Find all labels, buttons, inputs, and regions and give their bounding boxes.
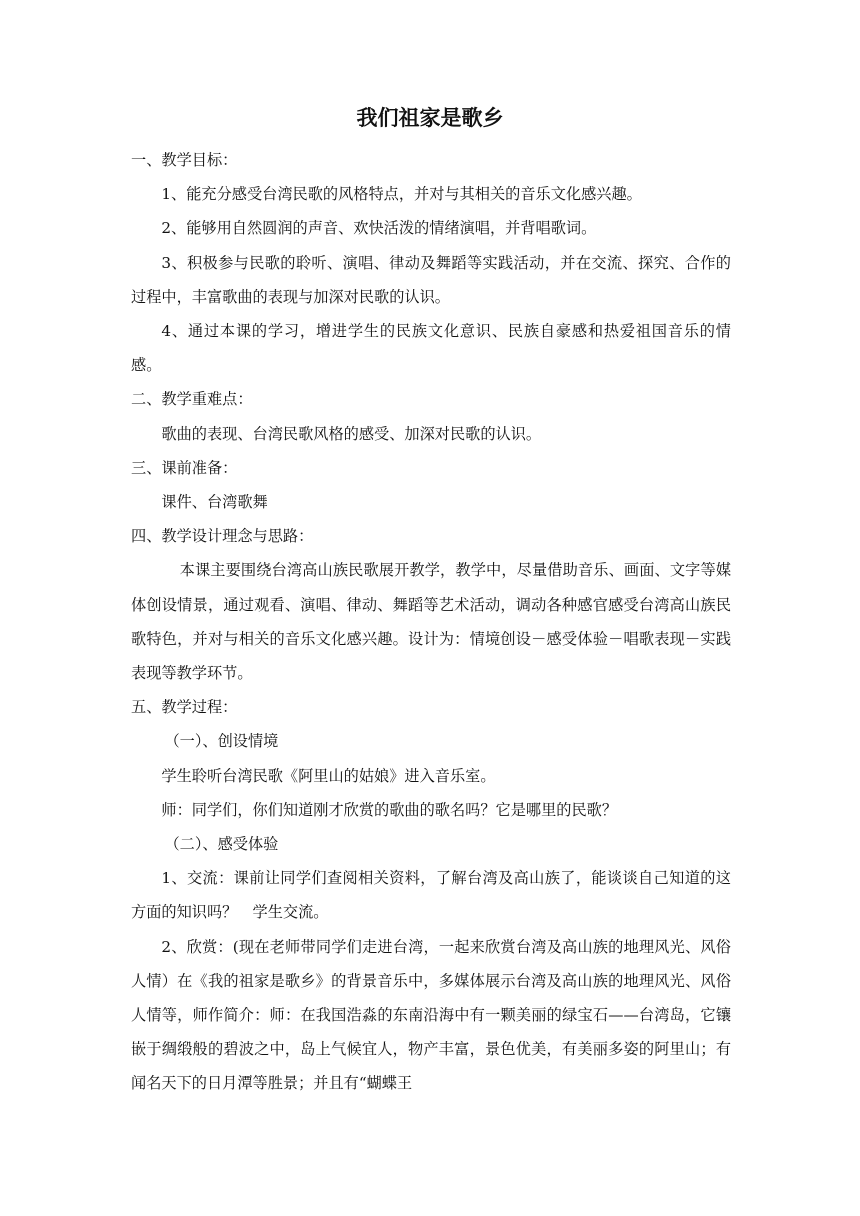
section-heading: 三、课前准备： <box>131 458 238 477</box>
section-heading: 二、教学重难点： <box>131 390 253 409</box>
paragraph: 2、能够用自然圆润的声音、欢快活泼的情绪演唱，并背唱歌词。 <box>161 219 597 238</box>
paragraph: 1、能充分感受台湾民歌的风格特点，并对与其相关的音乐文化感兴趣。 <box>161 185 642 204</box>
paragraph: 3、积极参与民歌的聆听、演唱、律动及舞蹈等实践活动，并在交流、探究、合作的过程中，丰富歌曲的表现与加深对民歌的认识。 <box>131 253 731 306</box>
paragraph: 歌曲的表现、台湾民歌风格的感受、加深对民歌的认识。 <box>161 424 542 443</box>
paragraph: 1、交流：课前让同学们查阅相关资料，了解台湾及高山族了，能谈谈自己知道的这方面的知识吗？ 学生交流。 <box>131 869 731 922</box>
section-heading: 一、教学目标： <box>131 151 238 169</box>
paragraph: 师：同学们，你们知道刚才欣赏的歌曲的歌名吗？它是哪里的民歌？ <box>161 800 618 819</box>
document-body <box>131 143 731 1101</box>
paragraph: 本课主要围绕台湾高山族民歌展开教学，教学中，尽量借助音乐、画面、文字等媒体创设情景，通过观看、演唱、律动、舞蹈等艺术活动，调动各种感官感受台湾高山族民歌特色，并对与相关的音乐文化感兴趣。设计为：情境创设－感受体验－唱歌表现－实践表现等教学环节。 <box>131 561 731 683</box>
paragraph: 课件、台湾歌舞 <box>161 493 268 512</box>
document-title: 我们祖家是歌乡 <box>356 105 504 130</box>
section-heading: 五、教学过程： <box>131 698 238 717</box>
subsection-heading: （二）、感受体验 <box>164 835 279 854</box>
paragraph: 2、欣赏：(现在老师带同学们走进台湾，一起来欣赏台湾及高山族的地理风光、风俗人情）在《我的祖家是歌乡》的背景音乐中，多媒体展示台湾及高山族的地理风光、风俗人情等，师作简介：师：在我国浩淼的东南沿海中有一颗美丽的绿宝石——台湾岛，它镶嵌于绸缎般的碧波之中，岛上气候宜人，物产丰富，景色优美，有美丽多姿的阿里山；有闻名天下的日月潭等胜景；并且有“蝴蝶王 <box>131 937 731 1093</box>
paragraph: 4、通过本课的学习，增进学生的民族文化意识、民族自豪感和热爱祖国音乐的情感。 <box>131 322 731 375</box>
paragraph: 学生聆听台湾民歌《阿里山的姑娘》进入音乐室。 <box>161 766 496 785</box>
subsection-heading: （一）、创设情境 <box>164 732 279 751</box>
section-heading: 四、教学设计理念与思路： <box>131 527 314 546</box>
